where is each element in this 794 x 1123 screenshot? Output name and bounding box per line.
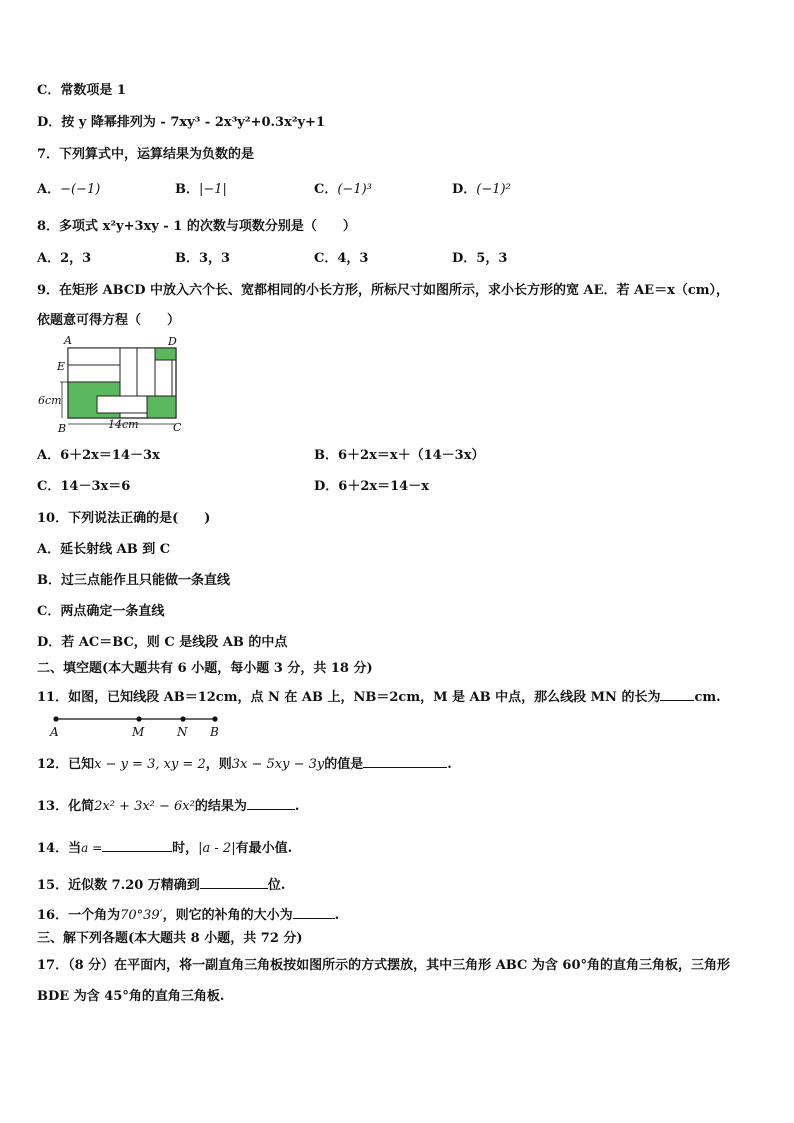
q16-answer-blank bbox=[293, 904, 335, 919]
q15-answer-blank bbox=[200, 874, 268, 889]
q9-option-d: D．6＋2x＝14－x bbox=[314, 479, 429, 494]
point-n bbox=[180, 716, 185, 721]
q8-stem: 8．多项式 x²y+3xy - 1 的次数与项数分别是（ ） bbox=[37, 219, 356, 234]
vertex-c-label: C bbox=[173, 421, 182, 434]
shaded-region-right-top bbox=[155, 348, 176, 360]
height-label: 6cm bbox=[38, 394, 62, 407]
small-rect-5 bbox=[155, 360, 172, 396]
q17-stem-line2: BDE 为含 45°角的直角三角板. bbox=[37, 989, 225, 1004]
point-b bbox=[212, 716, 217, 721]
label-b: B bbox=[210, 725, 219, 739]
q13-stem: 13．化简2x² + 3x² − 6x²的结果为 . bbox=[37, 795, 299, 816]
small-rect-3 bbox=[120, 348, 137, 396]
q12-stem: 12．已知x − y = 3, xy = 2，则3x − 5xy − 3y的值是 . bbox=[37, 753, 452, 774]
label-a: A bbox=[50, 725, 59, 739]
q7-option-c: C．(−1)³ bbox=[314, 182, 372, 197]
q8-option-a: A．2，3 bbox=[37, 251, 92, 266]
q10-option-b: B．过三点能作且只能做一条直线 bbox=[37, 573, 230, 588]
vertex-b-label: B bbox=[58, 422, 67, 435]
q9-stem-line2: 依题意可得方程（ ） bbox=[37, 313, 181, 328]
point-a bbox=[53, 716, 58, 721]
q9-stem-line1: 9．在矩形 ABCD 中放入六个长、宽都相同的小长方形，所标尺寸如图所示，求小长方形的宽 AE．若 AE＝x（cm）， bbox=[37, 283, 729, 298]
q11-answer-blank bbox=[660, 686, 694, 701]
section-3-heading: 三、解下列各题(本大题共 8 小题，共 72 分) bbox=[37, 931, 303, 946]
q10-option-d: D．若 AC＝BC，则 C 是线段 AB 的中点 bbox=[37, 635, 288, 650]
q9-option-c: C．14－3x＝6 bbox=[37, 479, 131, 494]
small-rect-1 bbox=[68, 348, 120, 365]
q15-stem: 15．近似数 7.20 万精确到 位. bbox=[37, 874, 285, 895]
q10-option-c: C．两点确定一条直线 bbox=[37, 604, 165, 619]
q8-option-b: B．3，3 bbox=[175, 251, 231, 266]
q13-answer-blank bbox=[247, 795, 295, 810]
label-n: N bbox=[177, 725, 188, 739]
q16-stem: 16．一个角为70°39′，则它的补角的大小为 . bbox=[37, 904, 339, 925]
small-rect-2 bbox=[68, 365, 120, 382]
width-label: 14cm bbox=[108, 418, 139, 431]
label-m: M bbox=[132, 725, 145, 739]
vertex-a-label: A bbox=[64, 334, 72, 347]
q9-option-b: B．6＋2x＝x＋（14－3x） bbox=[314, 448, 485, 463]
q9-option-a: A．6＋2x＝14－3x bbox=[37, 448, 160, 463]
vertex-d-label: D bbox=[168, 335, 177, 348]
q7-option-a: A．−(−1) bbox=[37, 182, 101, 197]
q7-stem: 7．下列算式中，运算结果为负数的是 bbox=[37, 147, 255, 162]
q7-option-d: D．(−1)² bbox=[452, 182, 511, 197]
q6-option-c: C．常数项是 1 bbox=[37, 83, 126, 98]
q14-answer-blank bbox=[102, 837, 172, 852]
section-2-heading: 二、填空题(本大题共有 6 小题，每小题 3 分，共 18 分) bbox=[37, 661, 373, 676]
q6-option-d: D．按 y 降幂排列为 - 7xy³ - 2x³y²+0.3x²y+1 bbox=[37, 115, 325, 130]
q8-option-c: C．4，3 bbox=[314, 251, 369, 266]
shaded-region-right-bottom bbox=[147, 396, 176, 418]
q12-answer-blank bbox=[363, 753, 447, 768]
small-rect-4 bbox=[137, 348, 155, 396]
q8-option-d: D．5，3 bbox=[452, 251, 508, 266]
q14-stem: 14．当a = 时，|a - 2|有最小值. bbox=[37, 837, 292, 858]
q17-stem-line1: 17．（8 分）在平面内，将一副直角三角板按如图所示的方式摆放，其中三角形 ABC 为含 60°角的直角三角板，三角形 bbox=[37, 958, 730, 973]
q9-rectangle-figure bbox=[36, 332, 196, 436]
point-m bbox=[136, 716, 141, 721]
q10-option-a: A．延长射线 AB 到 C bbox=[37, 542, 171, 557]
q10-stem: 10．下列说法正确的是( ) bbox=[37, 511, 211, 526]
q11-stem: 11．如图，已知线段 AB＝12cm，点 N 在 AB 上，NB＝2cm，M 是 AB 中点，那么线段 MN 的长为 cm. bbox=[37, 686, 721, 707]
q7-option-b: B．|−1| bbox=[175, 182, 227, 197]
point-e-label: E bbox=[57, 360, 66, 373]
q11-segment-figure bbox=[45, 710, 235, 740]
small-rect-6 bbox=[97, 396, 147, 413]
